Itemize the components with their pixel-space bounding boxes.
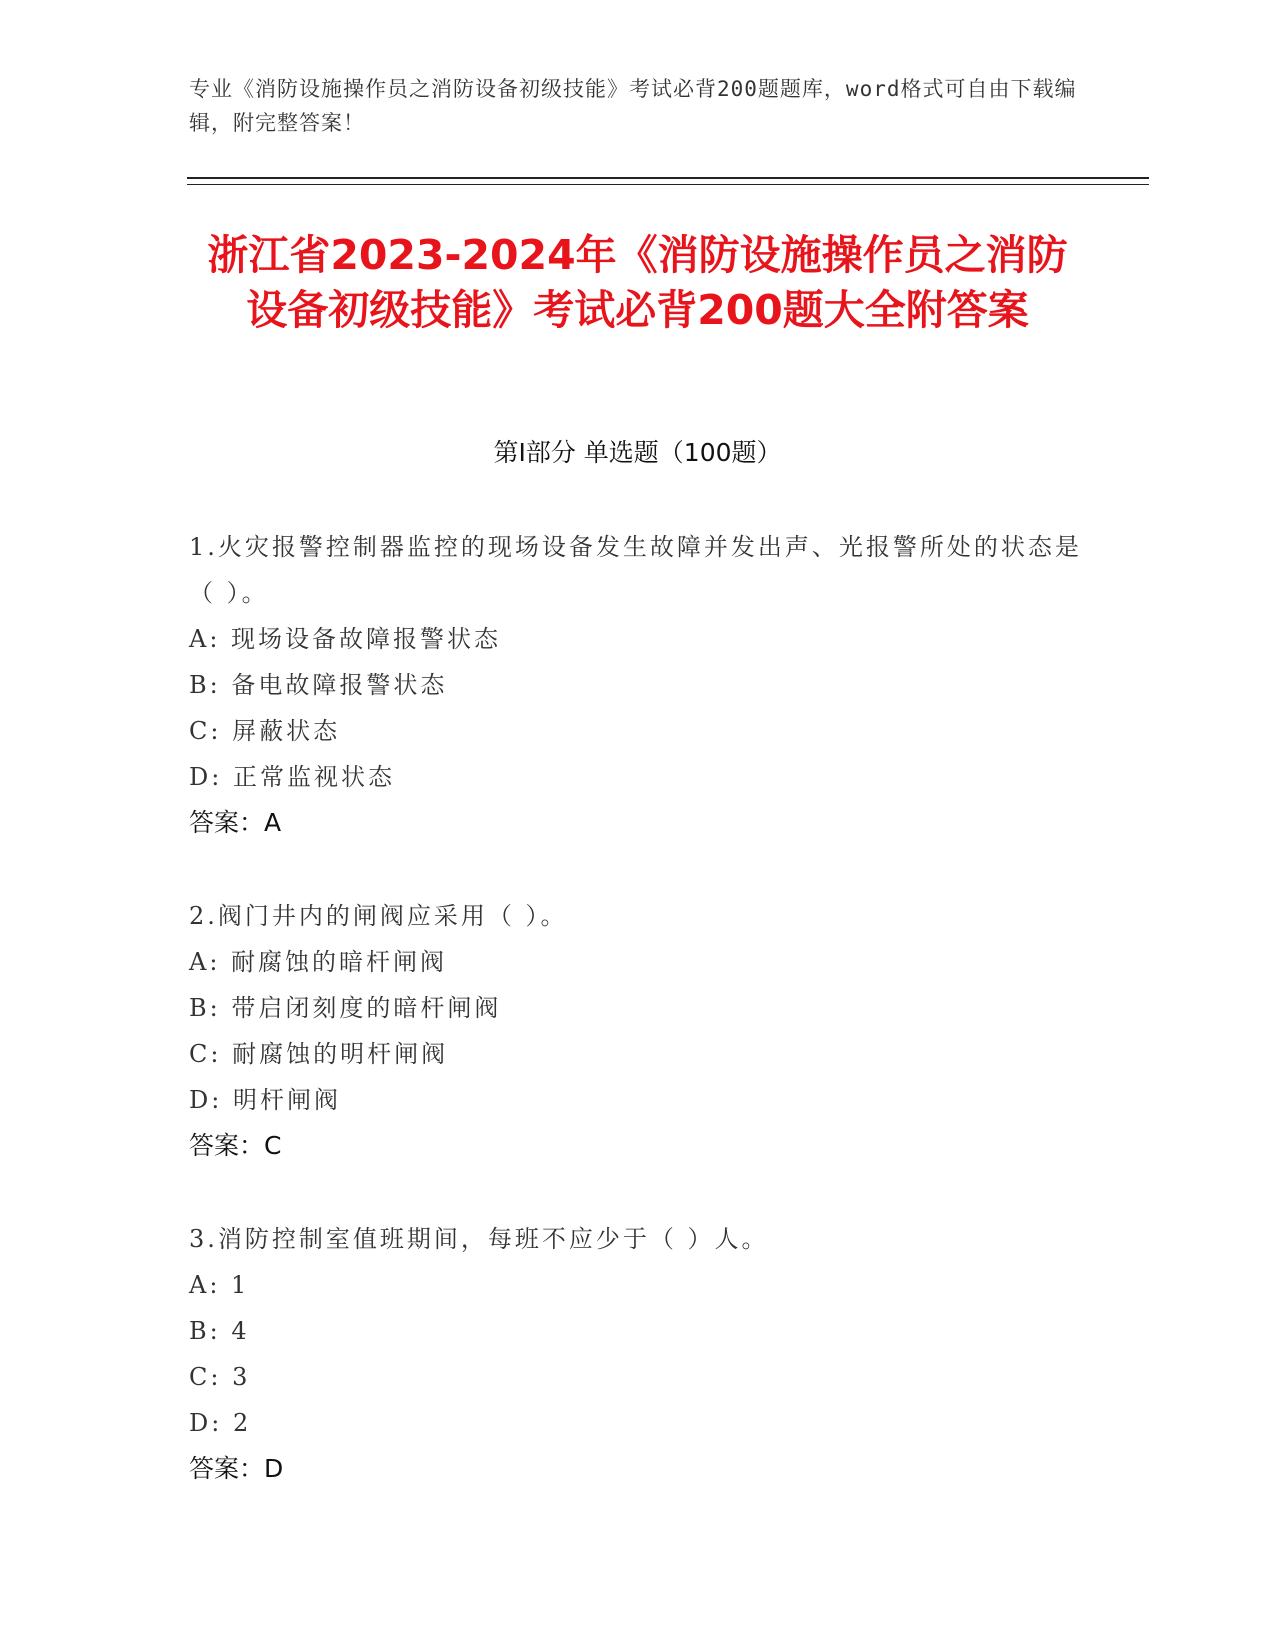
answer-label: 答案：C xyxy=(189,1131,282,1160)
option-d: D: 正常监视状态 xyxy=(189,763,395,791)
option-a: A: 耐腐蚀的暗杆闸阀 xyxy=(189,948,448,976)
section-title: 第Ⅰ部分 单选题（100题） xyxy=(493,438,782,467)
document-title: 浙江省2023-2024年《消防设施操作员之消防设备初级技能》考试必背200题大全附答案 xyxy=(207,231,1068,334)
option-c: C: 屏蔽状态 xyxy=(189,717,341,745)
option-d: D: 2 xyxy=(189,1409,252,1437)
header-note: 专业《消防设施操作员之消防设备初级技能》考试必背200题题库，word格式可自由下载编辑，附完整答案！ xyxy=(189,77,1077,135)
question-stem: 3.消防控制室值班期间，每班不应少于（ ）人。 xyxy=(189,1225,769,1253)
option-b: B: 带启闭刻度的暗杆闸阀 xyxy=(189,994,502,1022)
option-c: C: 耐腐蚀的明杆闸阀 xyxy=(189,1040,449,1068)
question-stem: 1.火灾报警控制器监控的现场设备发生故障并发出声、光报警所处的状态是（ ）。 xyxy=(189,533,1082,607)
option-b: B: 4 xyxy=(189,1317,250,1345)
header-divider-thick xyxy=(187,177,1149,179)
header-divider-thin xyxy=(187,184,1149,185)
answer-label: 答案：D xyxy=(189,1454,284,1483)
question-1 xyxy=(189,524,1089,846)
option-c: C: 3 xyxy=(189,1363,251,1391)
question-stem: 2.阀门井内的闸阀应采用（ ）。 xyxy=(189,902,568,930)
question-2 xyxy=(189,893,1089,1169)
option-b: B: 备电故障报警状态 xyxy=(189,671,448,699)
option-a: A: 现场设备故障报警状态 xyxy=(189,625,502,653)
option-d: D: 明杆闸阀 xyxy=(189,1086,341,1114)
option-a: A: 1 xyxy=(189,1271,250,1299)
answer-label: 答案：A xyxy=(189,808,282,837)
question-3 xyxy=(189,1216,1089,1492)
question-list xyxy=(189,524,1089,1539)
